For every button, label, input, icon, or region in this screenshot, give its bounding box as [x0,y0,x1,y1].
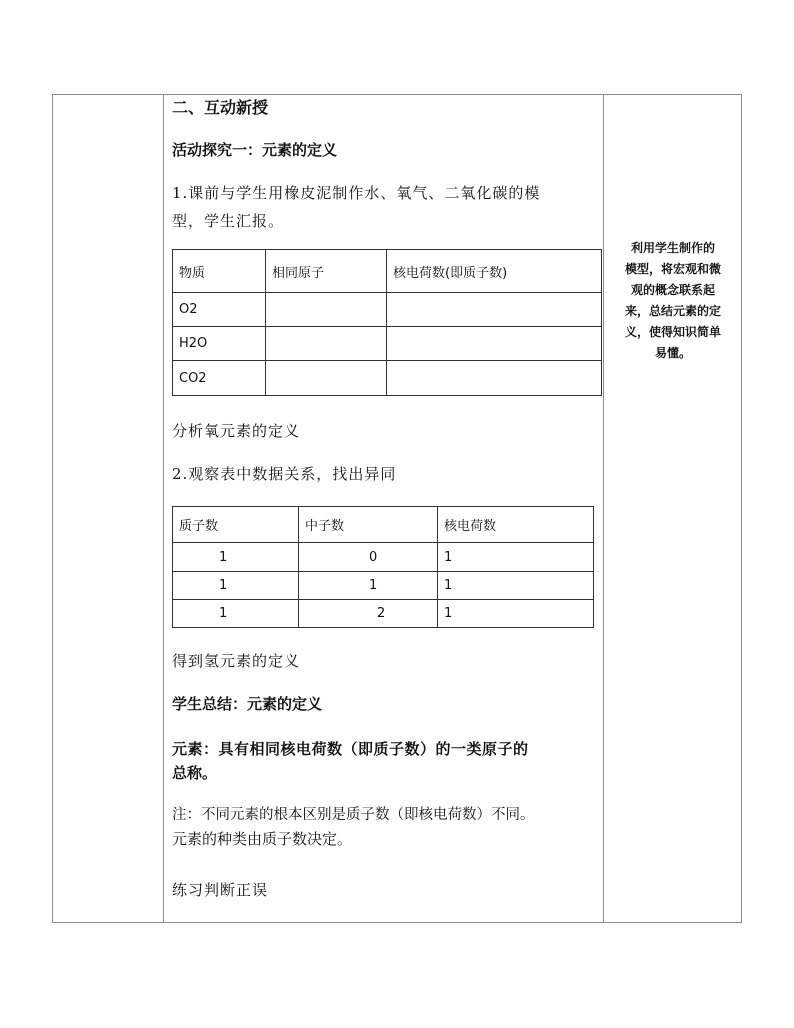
table-cell [266,327,387,361]
practice-text: 练习判断正误 [172,881,269,899]
table-cell: 0 [299,543,438,572]
table-header-cell: 相同原子 [266,250,387,293]
table-header-cell: 核电荷数 [438,507,594,543]
design-note-line: 来，总结元素的定 [624,304,721,318]
table-cell: H2O [173,327,266,361]
table-cell: 1 [438,600,594,628]
design-intent-note [608,238,738,364]
table-cell [266,293,387,327]
isotope-table [172,506,594,628]
table-cell [387,327,602,361]
table-cell: 1 [299,572,438,600]
table-cell: 1 [438,572,594,600]
element-definition-line2: 总称。 [172,764,218,782]
table-cell: CO2 [173,361,266,396]
design-note-line: 观的概念联系起 [630,283,715,297]
design-note-line: 模型，将宏观和微 [624,262,721,276]
element-definition-line1: 元素：具有相同核电荷数（即质子数）的一类原子的 [172,740,529,758]
table-cell: 1 [173,600,299,628]
analyze-oxygen-text: 分析氧元素的定义 [172,422,301,440]
table-row [173,327,602,361]
table-cell: 1 [438,543,594,572]
table-cell: O2 [173,293,266,327]
activity-heading: 活动探究一：元素的定义 [172,141,338,159]
table-row [173,361,602,396]
step2-text: 2.观察表中数据关系，找出异同 [172,465,397,483]
table-row [173,600,594,628]
table-row [173,293,602,327]
design-note-line: 易懂。 [654,346,691,360]
step1-line2: 型，学生汇报。 [172,212,285,230]
column-divider-left [163,95,164,922]
section-heading: 二、互动新授 [172,98,269,117]
table-cell: 1 [173,543,299,572]
design-note-line: 义，使得知识简单 [624,325,721,339]
step1-line1: 1.课前与学生用橡皮泥制作水、氧气、二氧化碳的模 [172,184,541,202]
hydrogen-definition-text: 得到氢元素的定义 [172,652,301,670]
note-line1: 注：不同元素的根本区别是质子数（即核电荷数）不同。 [172,807,535,823]
table-row [173,572,594,600]
note-line2: 元素的种类由质子数决定。 [172,830,353,848]
table-header-cell: 物质 [173,250,266,293]
table-header-row [173,250,602,293]
column-divider-right [603,95,604,922]
table-header-row [173,507,594,543]
atom-table [172,249,602,396]
table-header-cell: 核电荷数(即质子数) [387,250,602,293]
table-cell: 1 [173,572,299,600]
table-header-cell: 质子数 [173,507,299,543]
summary-heading: 学生总结：元素的定义 [172,695,323,713]
design-note-line: 利用学生制作的 [630,241,715,255]
table-cell [266,361,387,396]
table-cell [387,293,602,327]
table-row [173,543,594,572]
table-cell: 2 [299,600,438,628]
table-header-cell: 中子数 [299,507,438,543]
table-cell [387,361,602,396]
